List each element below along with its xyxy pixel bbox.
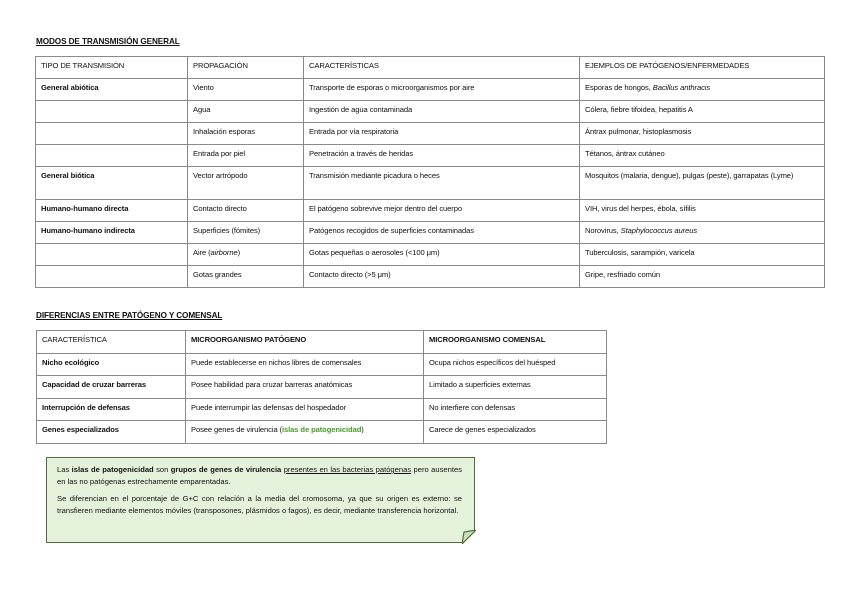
prop-text: Aire ( [193,248,211,257]
tipo-cell [36,266,188,288]
prop-italic: airborne [210,248,238,257]
carac-cell: Ingestión de agua contaminada [304,101,580,123]
patogeno-cell: Posee habilidad para cruzar barreras anatómicas [186,376,424,399]
header-cell: CARACTERÍSTICAS [304,57,580,79]
ejemplo-text: Esporas de hongos, [585,83,653,92]
table-header-row [36,57,825,79]
ejemplo-cell: Ántrax pulmonar, histoplasmosis [580,123,825,145]
comensal-cell: Carece de genes especializados [424,421,607,444]
ejemplo-italic: Staphylococcus aureus [620,226,698,235]
prop-cell: Agua [188,101,304,123]
tipo-cell: Humano-humano directa [36,200,188,222]
note-paragraph-1 [57,464,462,487]
caracteristica-cell: Interrupción de defensas [37,398,186,421]
comparison-table [36,330,607,444]
ejemplo-italic: Bacillus anthracis [652,83,711,92]
carac-cell: Penetración a través de heridas [304,145,580,167]
tipo-cell: General abiótica [36,79,188,101]
table-row [36,123,825,145]
carac-cell: Entrada por vía respiratoria [304,123,580,145]
caracteristica-cell: Genes especializados [37,421,186,444]
table-row [36,79,825,101]
table-row [36,200,825,222]
header-cell: MICROORGANISMO PATÓGENO [186,331,424,354]
page-fold-icon [462,530,476,544]
tipo-cell [36,244,188,266]
table-row [37,376,607,399]
tipo-cell: Humano-humano indirecta [36,222,188,244]
carac-cell: Patógenos recogidos de superficies contaminadas [304,222,580,244]
table-row [37,421,607,444]
ejemplo-cell [580,222,825,244]
ejemplo-cell: Cólera, fiebre tifoidea, hepatitis A [580,101,825,123]
tipo-cell [36,145,188,167]
table-row [36,266,825,288]
table-row [36,145,825,167]
comensal-cell: No interfiere con defensas [424,398,607,421]
section-title-transmision: MODOS DE TRANSMISIÓN GENERAL [36,37,180,46]
header-cell: TIPO DE TRANSMISIÓN [36,57,188,79]
prop-cell: Entrada por piel [188,145,304,167]
ejemplo-cell: Tuberculosis, sarampión, varicela [580,244,825,266]
carac-cell: El patógeno sobrevive mejor dentro del cuerpo [304,200,580,222]
transmission-table [35,56,825,288]
caracteristica-cell: Capacidad de cruzar barreras [37,376,186,399]
tipo-cell [36,101,188,123]
patogeno-text: Posee genes de virulencia ( [191,425,283,434]
prop-cell [188,244,304,266]
patogeno-text: ) [361,425,364,434]
ejemplo-cell: VIH, virus del herpes, ébola, sífilis [580,200,825,222]
note-text: son [153,465,171,474]
patogeno-cell: Puede interrumpir las defensas del hospedador [186,398,424,421]
note-box [46,457,475,543]
prop-cell: Gotas grandes [188,266,304,288]
header-cell: MICROORGANISMO COMENSAL [424,331,607,354]
header-cell: PROPAGACIÓN [188,57,304,79]
note-bold: islas de patogenicidad [71,465,154,474]
prop-text: ) [237,248,241,257]
ejemplo-text: Norovirus, [585,226,621,235]
ejemplo-cell: Mosquitos (malaria, dengue), pulgas (peste), garrapatas (Lyme) [580,167,825,200]
prop-cell: Vector artrópodo [188,167,304,200]
islas-highlight: islas de patogenicidad [282,425,362,434]
table-header-row [37,331,607,354]
comensal-cell: Limitado a superficies externas [424,376,607,399]
comensal-cell: Ocupa nichos específicos del huésped [424,353,607,376]
note-paragraph-2: Se diferencian en el porcentaje de G+C con relación a la media del cromosoma, ya que su origen es externo: se transfieren mediante elementos móviles (transposones, plásmidos o fagos), es decir, mediante transferencia horizontal. [57,494,462,515]
ejemplo-cell: Tétanos, ántrax cutáneo [580,145,825,167]
note-text: pero ausentes en las no patógenas estrechamente emparentadas. [57,465,462,486]
table-row [36,244,825,266]
tipo-cell: General biótica [36,167,188,200]
note-bold: grupos de genes de virulencia [170,465,282,474]
table-row [36,222,825,244]
patogeno-cell: Puede establecerse en nichos libres de comensales [186,353,424,376]
carac-cell: Contacto directo (>5 μm) [304,266,580,288]
prop-cell: Viento [188,79,304,101]
carac-cell: Transporte de esporas o microorganismos por aire [304,79,580,101]
note-text: Las [57,465,72,474]
table-row [37,398,607,421]
carac-cell: Gotas pequeñas o aerosoles (<100 μm) [304,244,580,266]
note-underline: presentes en las bacterias patógenas [283,465,412,474]
header-cell: EJEMPLOS DE PATÓGENOS/ENFERMEDADES [580,57,825,79]
tipo-cell [36,123,188,145]
table-row [37,353,607,376]
table-row [36,167,825,200]
prop-cell: Contacto directo [188,200,304,222]
table-row [36,101,825,123]
prop-cell: Superficies (fómites) [188,222,304,244]
ejemplo-cell [580,79,825,101]
patogeno-cell [186,421,424,444]
prop-cell: Inhalación esporas [188,123,304,145]
carac-cell: Transmisión mediante picadura o heces [304,167,580,200]
section-title-diferencias: DIFERENCIAS ENTRE PATÓGENO Y COMENSAL [36,311,223,320]
caracteristica-cell: Nicho ecológico [37,353,186,376]
header-cell: CARACTERÍSTICA [37,331,186,354]
ejemplo-cell: Gripe, resfriado común [580,266,825,288]
